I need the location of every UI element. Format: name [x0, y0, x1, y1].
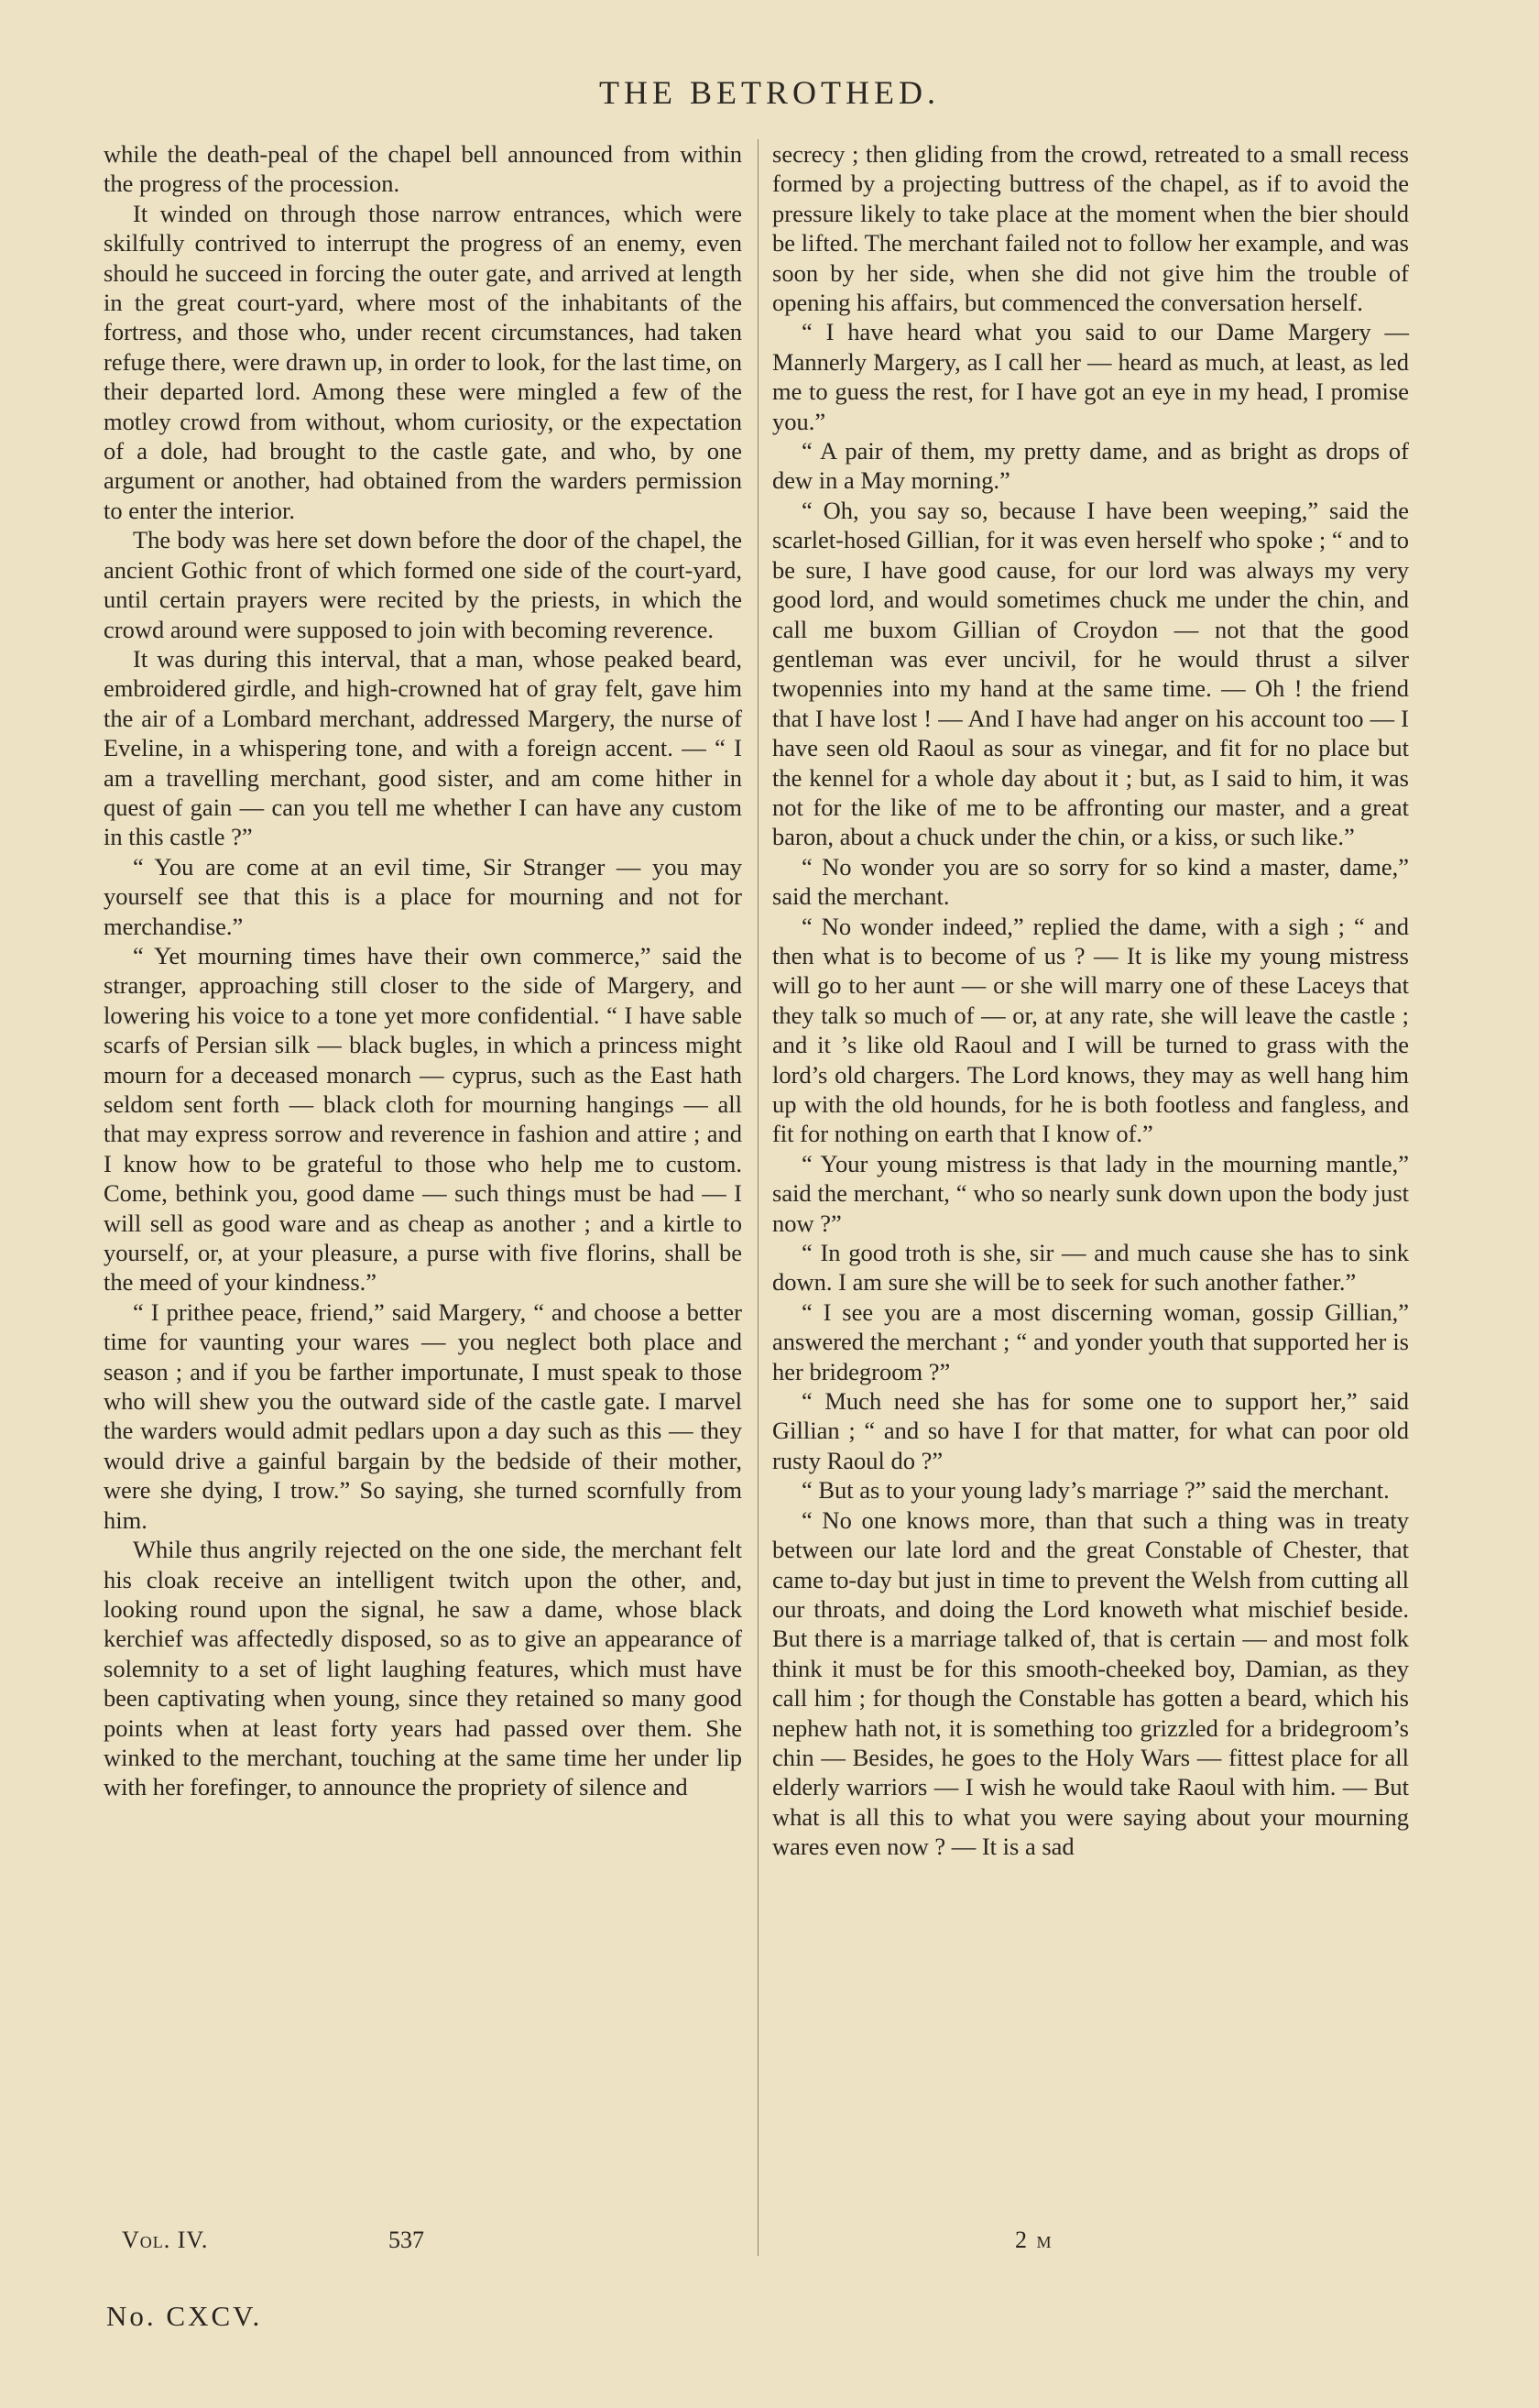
volume-label: Vol. IV.	[122, 2227, 209, 2253]
paragraph: “ Your young mistress is that lady in the mourning mantle,” said the merchant, “ who so nearly sunk down upon the body just now ?”	[772, 1149, 1409, 1237]
paragraph: “ But as to your young lady’s marriage ?” said the merchant.	[802, 1476, 1390, 1505]
paragraph: “ Much need she has for some one to support her,” said Gillian ; “ and so have I for that matter, for what can poor old rusty Raoul do ?”	[772, 1387, 1409, 1474]
paragraph: “ Yet mourning times have their own commerce,” said the stranger, approaching still closer to the side of Margery, and lowering his voice to a tone yet more confidential. “ I have sable scarfs of Persian silk — black bugles, in which a princess might mourn for a deceased monarch — cyprus, such as the East hath seldom sent forth — black cloth for mourning hangings — all that may express sorrow and reverence in fashion and attire ; and I know how to be grateful to those who help me to custom. Come, bethink you, good dame — such things must be had — I will sell as good ware and as cheap as another ; and a kirtle to yourself, or, at your pleasure, a purse with five florins, shall be the meed of your kindness.”	[104, 941, 742, 1297]
paragraph: “ No wonder you are so sorry for so kind a master, dame,” said the merchant.	[772, 852, 1409, 911]
paragraph: The body was here set down before the door of the chapel, the ancient Gothic front of which formed one side of the court-yard, until certain prayers were recited by the priests, in which the crowd around were supposed to join with becoming reverence.	[104, 526, 742, 643]
paragraph: It winded on through those narrow entrances, which were skilfully contrived to interrupt the progress of an enemy, even should he succeed in forcing the outer gate, and arrived at length in the great court-yard, where most of the inhabitants of the fortress, and those who, under recent circumstances, had taken refuge there, were drawn up, in order to look, for the last time, on their departed lord. Among these were mingled a few of the motley crowd from without, whom curiosity, or the expectation of a dole, had brought to the castle gate, and who, by one argument or another, had obtained from the warders permission to enter the interior.	[104, 199, 742, 524]
paragraph: “ No one knows more, than that such a thing was in treaty between our late lord and the great Constable of Chester, that came to-day but just in time to prevent the Welsh from cutting all our throats, and doing the Lord knoweth what mischief beside. But there is a marriage talked of, that is certain — and most folk think it must be for this smooth-cheeked boy, Damian, as they call him ; for though the Constable has gotten a beard, which his nephew hath not, it is something too grizzled for a bridegroom’s chin — Besides, he goes to the Holy Wars — fittest place for all elderly warriors — I wish he would take Raoul with him. — But what is all this to what you were saying about your mourning wares even now ? — It is a sad	[772, 1505, 1409, 1861]
paragraph: “ Oh, you say so, because I have been weeping,” said the scarlet-hosed Gillian, for it was even herself who spoke ; “ and to be sure, I have good cause, for our lord was always my very good lord, and would sometimes chuck me under the chin, and call me buxom Gillian of Croydon — not that the good gentleman was ever uncivil, for he would thrust a silver twopennies into my hand at the same time. — Oh ! the friend that I have lost ! — And I have had anger on his account too — I have seen old Raoul as sour as vinegar, and fit for no place but the kennel for a whole day about it ; but, as I said to him, it was not for the like of me to be affronting our master, and a great baron, about a chuck under the chin, or a kiss, or such like.”	[772, 496, 1409, 851]
paragraph: “ In good troth is she, sir — and much cause she has to sink down. I am sure she will be to seek for such another father.”	[772, 1239, 1409, 1297]
paragraph: while the death-peal of the chapel bell announced from within the progress of the procession.	[104, 140, 742, 198]
paragraph: secrecy ; then gliding from the crowd, retreated to a small recess formed by a projecting buttress of the chapel, as if to avoid the pressure likely to take place at the moment when the bier should be lifted. The merchant failed not to follow her example, and was soon by her side, when she did not give him the trouble of opening his affairs, but commenced the conversation herself.	[772, 140, 1409, 317]
paragraph: “ You are come at an evil time, Sir Stranger — you may yourself see that this is a place for mourning and not for merchandise.”	[104, 852, 742, 940]
paragraph: “ I prithee peace, friend,” said Margery, “ and choose a better time for vaunting your wares — you neglect both place and season ; and if you be farther importunate, I must speak to those who will shew you the outward side of the castle gate. I marvel the warders would admit pedlars upon a day such as this — they would drive a gainful bargain by the bedside of their mother, were she dying, I trow.” So saying, she turned scornfully from him.	[104, 1297, 742, 1534]
page-number: 537	[388, 2227, 424, 2253]
paragraph: It was during this interval, that a man, whose peaked beard, embroidered girdle, and high-crowned hat of gray felt, gave him the air of a Lombard merchant, addressed Margery, the nurse of Eveline, in a whispering tone, and with a foreign accent. — “ I am a travelling merchant, good sister, and am come hither in quest of gain — can you tell me whether I can have any custom in this castle ?”	[104, 644, 742, 851]
paragraph: “ I see you are a most discerning woman, gossip Gillian,” answered the merchant ; “ and yonder youth that supported her is her bridegroom ?”	[772, 1297, 1409, 1385]
paragraph: While thus angrily rejected on the one side, the merchant felt his cloak receive an intelligent twitch upon the other, and, looking round upon the signal, he saw a dame, whose black kerchief was affectedly disposed, so as to give an appearance of solemnity to a set of light laughing features, which must have been captivating when young, since they retained so many good points when at least forty years had passed over them. She winked to the merchant, touching at the same time her under lip with her forefinger, to announce the propriety of silence and	[104, 1536, 742, 1801]
running-head: THE BETROTHED.	[599, 74, 940, 111]
paragraph: “ A pair of them, my pretty dame, and as bright as drops of dew in a May morning.”	[772, 437, 1409, 495]
column-divider	[758, 139, 759, 2256]
left-column	[104, 139, 742, 1802]
paragraph: “ I have heard what you said to our Dame Margery — Mannerly Margery, as I call her — heard as much, at least, as led me to guess the rest, for I have got an eye in my head, I promise you.”	[772, 318, 1409, 435]
paragraph: “ No wonder indeed,” replied the dame, with a sigh ; “ and then what is to become of us ? — It is like my young mistress will go to her aunt — or she will marry one of these Laceys that they talk so much of — or, at any rate, she will leave the castle ; and it ’s like old Raoul and I will be turned to grass with the lord’s old chargers. The Lord knows, they may as well hang him up with the old hounds, for he is both footless and fangless, and fit for nothing on earth that I know of.”	[772, 912, 1409, 1148]
signature-mark: 2 m	[1015, 2227, 1053, 2253]
issue-number: No. CXCV.	[106, 2300, 263, 2332]
right-column	[772, 139, 1409, 1862]
